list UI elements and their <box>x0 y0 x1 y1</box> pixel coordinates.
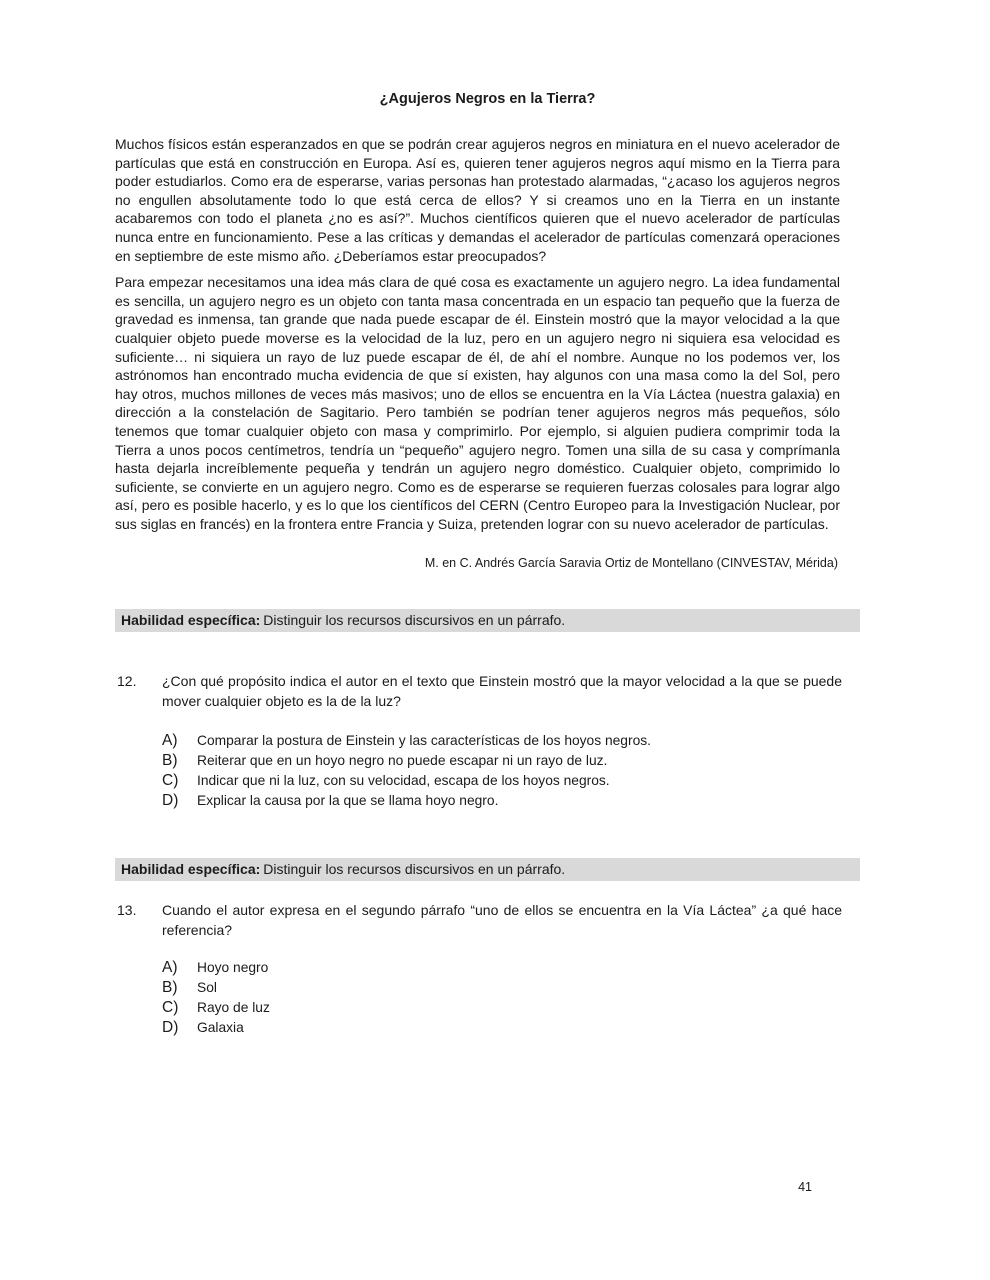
question-13-number: 13. <box>117 902 137 919</box>
skill-banner <box>115 609 860 632</box>
question-12-number: 12. <box>117 673 137 690</box>
option-letter: D) <box>162 1019 179 1037</box>
option-letter: A) <box>162 959 178 977</box>
option-row <box>115 958 860 978</box>
passage-paragraph-2: Para empezar necesitamos una idea más clara de qué cosa es exactamente un agujero negro. La idea fundamental es sencilla, un agujero negro es un objeto con tanta masa concentrada en un espacio tan pequeño que la fuerza de gravedad es inmensa, tan grande que nada puede escapar de él. Einstein mostró que la mayor velocidad a la que cualquier objeto puede moverse es la velocidad de la luz, pero en un agujero negro ni siquiera esa velocidad es suficiente… ni siquiera un rayo de luz puede escapar de él, de ahí el nombre. Aunque no los podemos ver, los astrónomos han encontrado mucha evidencia de que sí existen, hay algunos con una masa como la del Sol, pero hay otros, muchos millones de veces más masivos; uno de ellos se encuentra en la Vía Láctea (nuestra galaxia) en dirección a la constelación de Sagitario. Pero también se podrían tener agujeros negros más pequeños, sólo tenemos que tomar cualquier objeto con masa y comprimirlo. Por ejemplo, si alguien pudiera comprimir toda la Tierra a unos pocos centímetros, tendría un “pequeño” agujero negro. Tomen una silla de su casa y comprímanla hasta dejarla increíblemente pequeña y tendrán un agujero negro doméstico. Cualquier objeto, comprimido lo suficiente, se convierte en un agujero negro. Como es de esperarse se requieren fuerzas colosales para lograr algo así, pero es posible hacerlo, y es lo que los científicos del CERN (Centro Europeo para la Investigación Nuclear, por sus siglas en francés) en la frontera entre Francia y Suiza, pretenden lograr con su nuevo acelerador de partículas. <box>115 274 840 532</box>
option-row <box>115 751 860 771</box>
option-letter: B) <box>162 979 178 997</box>
option-text: Hoyo negro <box>197 960 269 976</box>
question-12-text: ¿Con qué propósito indica el autor en el texto que Einstein mostró que la mayor velocidad a la que se puede mover cualquier objeto es la de la luz? <box>162 673 842 709</box>
question-13-options <box>115 958 860 1038</box>
skill-banner-label: Habilidad específica: <box>121 612 261 629</box>
option-text: Rayo de luz <box>197 1000 270 1016</box>
page-content <box>115 0 860 1038</box>
option-text: Reiterar que en un hoyo negro no puede escapar ni un rayo de luz. <box>197 753 608 769</box>
question-13-text: Cuando el autor expresa en el segundo párrafo “uno de ellos se encuentra en la Vía Láctea” ¿a qué hace referencia? <box>162 902 842 938</box>
skill-banner-label: Habilidad específica: <box>121 861 261 878</box>
passage-attribution: M. en C. Andrés García Saravia Ortiz de Montellano (CINVESTAV, Mérida) <box>424 556 838 571</box>
option-letter: D) <box>162 792 179 810</box>
page-title: ¿Agujeros Negros en la Tierra? <box>379 91 596 107</box>
question-12 <box>115 672 860 711</box>
option-row <box>115 771 860 791</box>
option-text: Galaxia <box>197 1020 244 1036</box>
option-row <box>115 998 860 1018</box>
skill-banner-text: Distinguir los recursos discursivos en un párrafo. <box>263 612 566 629</box>
page-number: 41 <box>798 1180 812 1194</box>
passage-paragraph-1: Muchos físicos están esperanzados en que se podrán crear agujeros negros en miniatura en el nuevo acelerador de partículas que está en construcción en Europa. Así es, quieren tener agujeros negros aquí mismo en la Tierra para poder estudiarlos. Como era de esperarse, varias personas han protestado alarmadas, “¿acaso los agujeros negros no engullen absolutamente todo lo que está cerca de ellos? Y si creamos uno en la Tierra en un instante acabaremos con todo el planeta ¿no es así?”. Muchos científicos quieren que el nuevo acelerador de partículas nunca entre en funcionamiento. Pese a las críticas y demandas el acelerador de partículas comenzará operaciones en septiembre de este mismo año. ¿Deberíamos estar preocupados? <box>115 136 840 264</box>
option-letter: C) <box>162 772 179 790</box>
option-text: Explicar la causa por la que se llama hoyo negro. <box>197 793 499 809</box>
option-row <box>115 731 860 751</box>
option-row <box>115 1018 860 1038</box>
option-letter: A) <box>162 732 178 750</box>
question-12-options <box>115 731 860 811</box>
option-row <box>115 978 860 998</box>
skill-banner-text: Distinguir los recursos discursivos en un párrafo. <box>263 861 566 878</box>
question-13 <box>115 901 860 940</box>
option-text: Indicar que ni la luz, con su velocidad, escapa de los hoyos negros. <box>197 773 610 789</box>
skill-banner <box>115 858 860 881</box>
option-letter: C) <box>162 999 179 1017</box>
option-row <box>115 791 860 811</box>
option-text: Comparar la postura de Einstein y las características de los hoyos negros. <box>197 733 651 749</box>
section-question-12 <box>115 609 860 811</box>
option-letter: B) <box>162 752 178 770</box>
option-text: Sol <box>197 980 217 996</box>
section-question-13 <box>115 858 860 1038</box>
